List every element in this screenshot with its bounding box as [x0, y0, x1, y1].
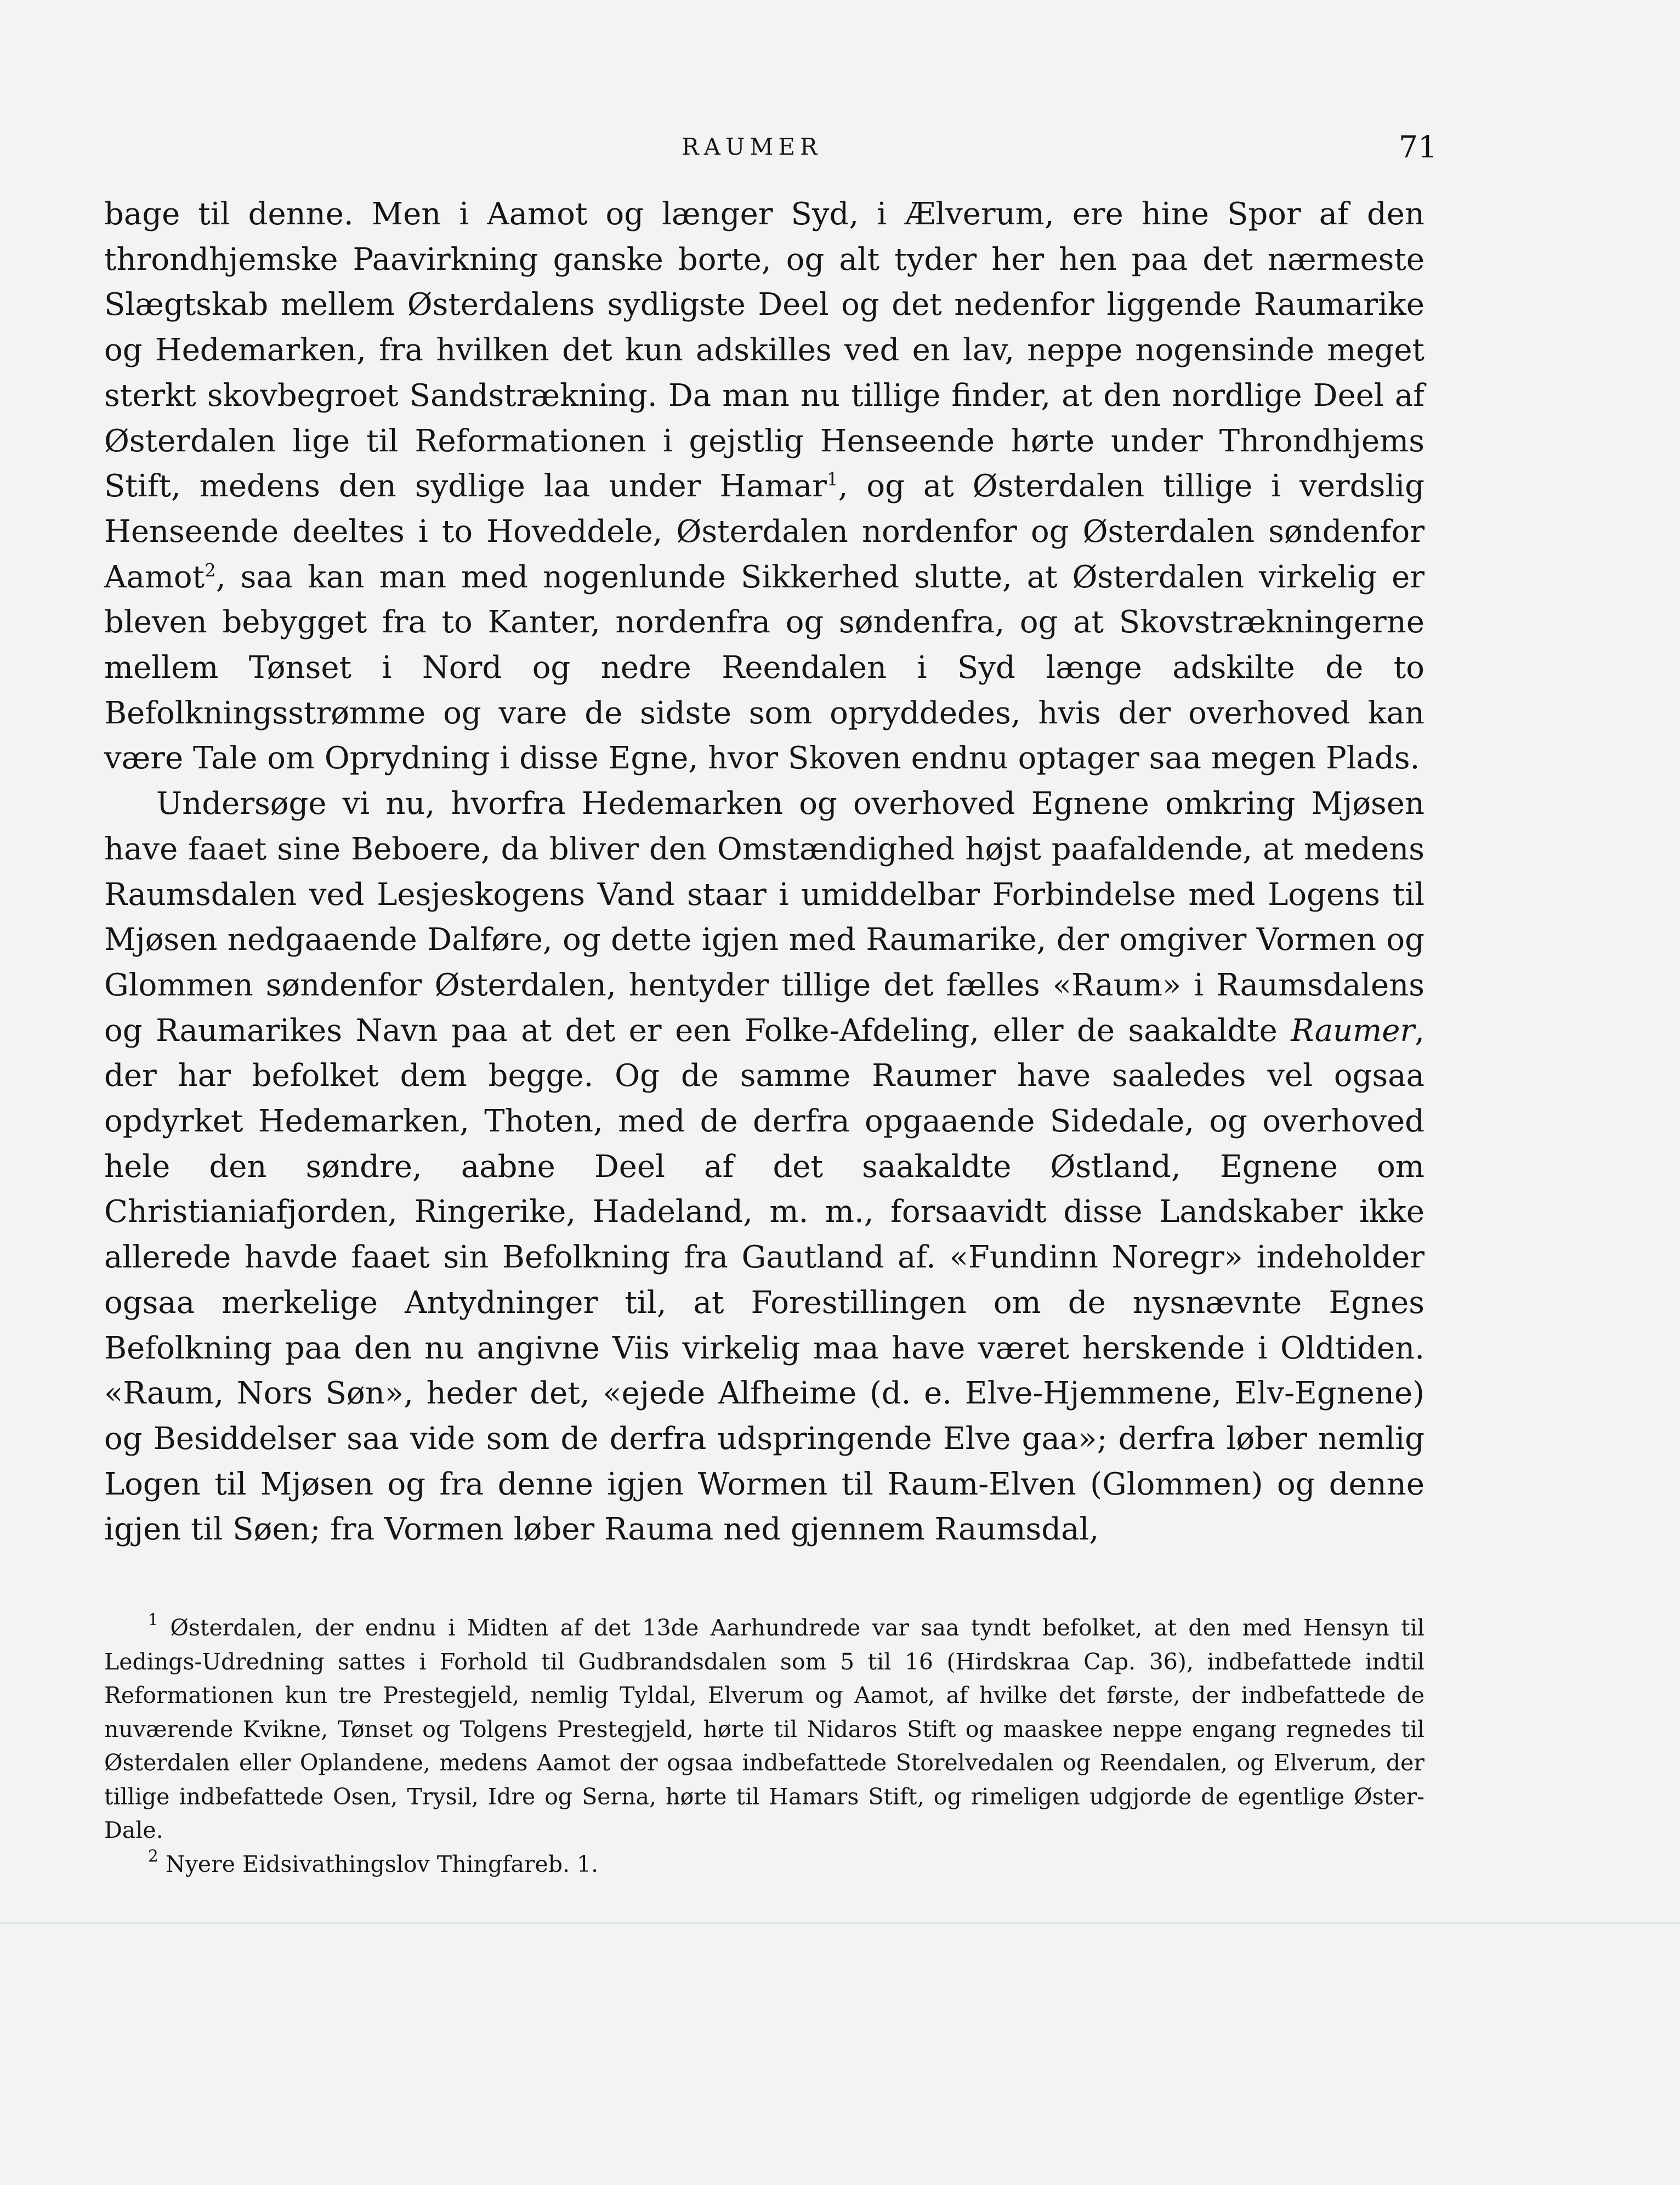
body-paragraph-2 — [104, 782, 1424, 1553]
running-header-title: RAUMER — [682, 133, 822, 160]
paragraph-1-text-part-3: , saa kan man med nogenlunde Sikkerhed slutte, at Østerdalen virkelig er bleven bebygget fra to Kanter, nordenfra og søndenfra, og at Skovstrækningerne mellem Tønset i Nord og nedre Reendalen i Syd længe adskilte de to Befolkningsstrømme og vare de sidste som opryddedes, hvis der overhoved kan være Tale om Oprydning i disse Egne, hvor Skoven endnu optager saa megen Plads. — [104, 559, 1424, 777]
paragraph-1-text-part-1: bage til denne. Men i Aamot og længer Syd, i Ælverum, ere hine Spor af den throndhjemske Paavirkning ganske borte, og alt tyder her hen paa det nærmeste Slægtskab mellem Østerdalens sydligste Deel og det nedenfor liggende Raumarike og Hedemarken, fra hvilken det kun adskilles ved en lav, neppe nogensinde meget sterkt skovbegroet Sandstrækning. Da man nu tillige finder, at den nordlige Deel af Østerdalen lige til Reformationen i gejstlig Henseende hørte under Throndhjems Stift, medens den sydlige laa under Hamar — [104, 196, 1424, 505]
body-paragraph-1 — [104, 192, 1424, 782]
footnote-reference-2: 2 — [205, 559, 216, 581]
footnote-2-text: Nyere Eidsivathingslov Thingfareb. 1. — [165, 1850, 599, 1877]
page-number: 71 — [1399, 129, 1437, 165]
footnotes — [104, 1611, 1424, 1881]
paragraph-2-text-part-2: , der har befolket dem begge. Og de samme Raumer have saaledes vel ogsaa opdyrket Hedemarken, Thoten, med de derfra opgaaende Sidedale, og overhoved hele den søndre, aabne Deel af det saakaldte Østland, Egnene om Christianiafjorden, Ringerike, Hadeland, m. m., forsaavidt disse Landskaber ikke allerede havde faaet sin Befolkning fra Gautland af. «Fundinn Noregr» indeholder ogsaa merkelige Antydninger til, at Forestillingen om de nysnævnte Egnes Befolkning paa den nu angivne Viis virkelig maa have været herskende i Oldtiden. «Raum, Nors Søn», heder det, «ejede Alfheime (d. e. Elve-Hjemmene, Elv-Egnene) og Besiddelser saa vide som de derfra udspringende Elve gaa»; derfra løber nemlig Logen til Mjøsen og fra denne igjen Wormen til Raum-Elven (Glommen) og denne igjen til Søen; fra Vormen løber Rauma ned gjennem Raumsdal, — [104, 1012, 1424, 1548]
footnote-reference-1: 1 — [826, 469, 838, 490]
paragraph-2-text-part-1: Undersøge vi nu, hvorfra Hedemarken og overhoved Egnene omkring Mjøsen have faaet sine Beboere, da bliver den Omstændighed højst paafaldende, at medens Raumsdalen ved Lesjeskogens Vand staar i umiddelbar Forbindelse med Logens til Mjøsen nedgaaende Dalføre, og dette igjen med Raumarike, der omgiver Vormen og Glommen søndenfor Østerdalen, hentyder tillige det fælles «Raum» i Raumsdalens og Raumarikes Navn paa at det er een Folke-Afdeling, eller de saakaldte — [104, 786, 1424, 1049]
italic-term-raumer: Raumer — [1291, 1012, 1415, 1049]
page-edge-line — [0, 1922, 1680, 1924]
paragraph-1-text-part-2: , og at Østerdalen tillige i verdslig Henseende deeltes i to Hoveddele, Østerdalen nordenfor og Østerdalen søndenfor Aamot — [104, 468, 1424, 595]
footnote-marker-1: 1 — [148, 1610, 158, 1629]
footnote-2 — [104, 1848, 1424, 1882]
footnote-1-text: Østerdalen, der endnu i Midten af det 13de Aarhundrede var saa tyndt befolket, at den med Hensyn til Ledings-Udredning sattes i Forhold til Gudbrandsdalen som 5 til 16 (Hirdskraa Cap. 36), indbefattede indtil Reformationen kun tre Prestegjeld, nemlig Tyldal, Elverum og Aamot, af hvilke det første, der indbefattede de nuværende Kvikne, Tønset og Tolgens Prestegjeld, hørte til Nidaros Stift og maaskee neppe engang regnedes til Østerdalen eller Oplandene, medens Aamot der ogsaa indbefattede Storelvedalen og Reendalen, og Elverum, der tillige indbefattede Osen, Trysil, Idre og Serna, hørte til Hamars Stift, og rimeligen udgjorde de egentlige Øster-Dale. — [104, 1615, 1424, 1843]
footnote-marker-2: 2 — [148, 1847, 158, 1866]
body-text — [104, 192, 1424, 1553]
footnote-1 — [104, 1611, 1424, 1848]
running-header — [0, 125, 1680, 169]
